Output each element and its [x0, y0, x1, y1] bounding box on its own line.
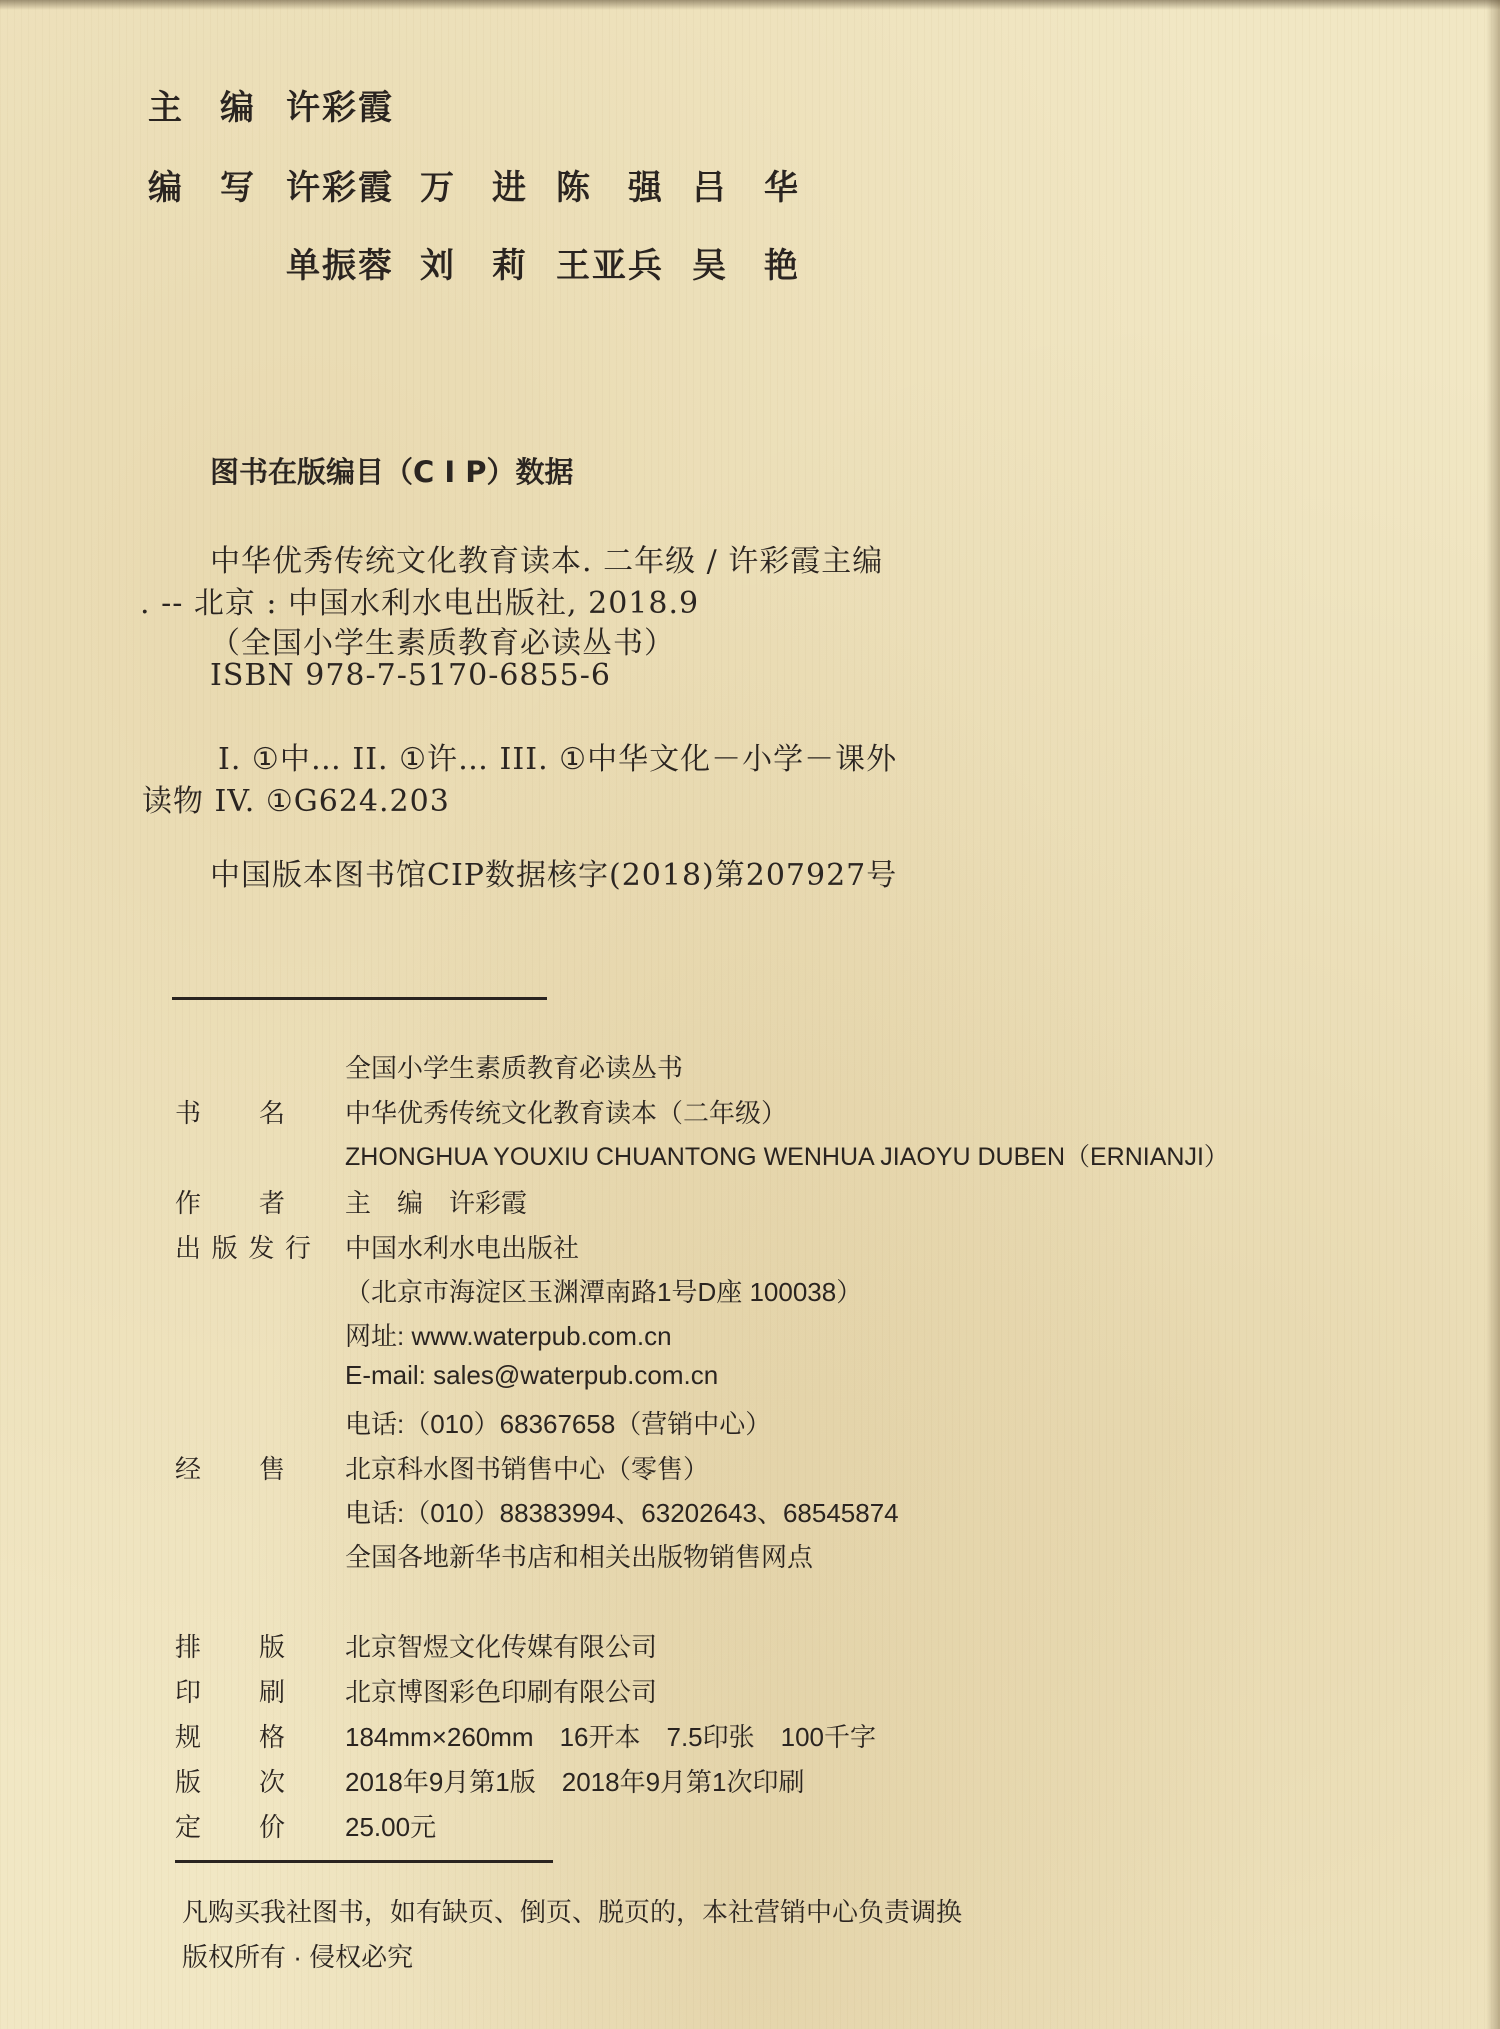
label-author: 作 者: [175, 1188, 285, 1218]
divider-rule: [172, 997, 547, 1000]
value-publisher-address: （北京市海淀区玉渊潭南路1号D座 100038）: [345, 1277, 863, 1307]
label-specs: 规 格: [175, 1722, 285, 1752]
cip-line: 读物 IV. ①G624.203: [142, 784, 450, 819]
cip-line: I. ①中… II. ①许… III. ①中华文化－小学－课外: [218, 742, 898, 777]
label-distributor: 经 售: [175, 1454, 285, 1484]
writer-name: 吕 华: [692, 168, 800, 208]
value-author: 主 编 许彩霞: [345, 1188, 528, 1218]
writer-name: 吴 艳: [692, 246, 800, 286]
value-typesetting: 北京智煜文化传媒有限公司: [345, 1632, 658, 1662]
label-typesetting: 排 版: [175, 1632, 285, 1662]
value-publisher-email: E-mail: sales@waterpub.com.cn: [345, 1360, 719, 1390]
writers-label: 编 写: [148, 168, 256, 208]
value-specs: 184mm×260mm 16开本 7.5印张 100千字: [345, 1722, 877, 1752]
label-printing: 印 刷: [175, 1677, 285, 1707]
value-publisher: 中国水利水电出版社: [345, 1233, 580, 1263]
value-title: 中华优秀传统文化教育读本（二年级）: [345, 1098, 788, 1128]
writer-name: 王亚兵: [556, 246, 664, 286]
value-price: 25.00元: [345, 1812, 437, 1842]
value-printing: 北京博图彩色印刷有限公司: [345, 1677, 658, 1707]
writer-name: 万 进: [420, 168, 528, 208]
cip-title: 图书在版编目（C I P）数据: [210, 455, 574, 489]
label-title: 书 名: [175, 1098, 285, 1128]
cip-line: 中华优秀传统文化教育读本. 二年级 / 许彩霞主编: [210, 544, 884, 579]
value-distributor-network: 全国各地新华书店和相关出版物销售网点: [345, 1542, 814, 1572]
label-edition: 版 次: [175, 1767, 285, 1797]
editor-label: 主 编: [148, 88, 256, 128]
writer-name: 刘 莉: [420, 246, 528, 286]
value-distributor-phone: 电话:（010）88383994、63202643、68545874: [345, 1498, 899, 1528]
writer-name: 许彩霞: [286, 168, 394, 208]
label-publisher: 出 版 发 行: [175, 1233, 311, 1263]
label-price: 定 价: [175, 1812, 285, 1842]
cip-line: ISBN 978-7-5170-6855-6: [210, 658, 611, 693]
divider-rule: [175, 1860, 553, 1863]
copyright-notice: 版权所有 · 侵权必究: [182, 1942, 414, 1972]
writer-name: 陈 强: [556, 168, 664, 208]
value-edition: 2018年9月第1版 2018年9月第1次印刷: [345, 1767, 805, 1797]
editor-name: 许彩霞: [286, 88, 394, 128]
page-edge-shadow-right: [1486, 0, 1500, 2029]
value-title-pinyin: ZHONGHUA YOUXIU CHUANTONG WENHUA JIAOYU DUBEN（ERNIANJI）: [345, 1143, 1229, 1171]
return-policy-note: 凡购买我社图书，如有缺页、倒页、脱页的，本社营销中心负责调换: [182, 1897, 963, 1927]
cip-line: 中国版本图书馆CIP数据核字(2018)第207927号: [210, 858, 898, 893]
value-publisher-phone: 电话:（010）68367658（营销中心）: [345, 1409, 772, 1439]
page-edge-shadow-top: [0, 0, 1500, 10]
series-name: 全国小学生素质教育必读丛书: [345, 1053, 684, 1083]
cip-line: . -- 北京 : 中国水利水电出版社, 2018.9: [140, 586, 700, 621]
value-publisher-website: 网址: www.waterpub.com.cn: [345, 1321, 672, 1351]
cip-line: （全国小学生素质教育必读丛书）: [210, 626, 675, 661]
value-distributor: 北京科水图书销售中心（零售）: [345, 1454, 710, 1484]
writer-name: 单振蓉: [286, 246, 394, 286]
